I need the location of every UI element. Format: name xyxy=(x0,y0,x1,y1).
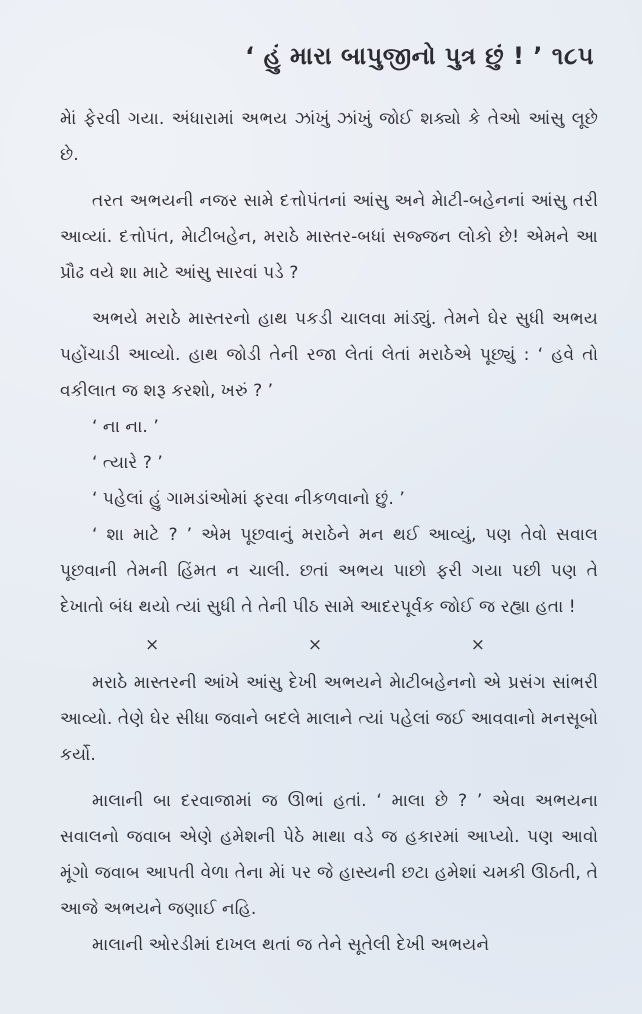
dialogue-line-1: ‘ ના ના. ’ xyxy=(92,416,159,437)
paragraph-4: ‘ શા માટે ? ’ એમ પૂછવાનું મરાઠેને મન થઈ આવ્યું, પણ તેવો સવાલ પૂછવાની તેમની હિંમત ન ચાલી. છતાં અભય પાછો ફરી ગયા પછી પણ તે દેખાતો બંધ થયો ત્યાં સુધી તે તેની પીઠ સામે આદરપૂર્વક જોઈ જ રહ્યા હતા ! xyxy=(60,524,598,617)
dialogue-line-2: ‘ ત્યારે ? ’ xyxy=(92,452,163,473)
paragraph-1: મેાં ફેરવી ગયા. અંધારામાં અભય ઝાંખું ઝાંખું જોઈ શક્યો કે તેઓ આંસુ લૂછે છે. xyxy=(60,108,598,165)
paragraph-2: તરત અભયની નજર સામે દત્તોપંતનાં આંસુ અને મેાટી-બહેનનાં આંસુ તરી આવ્યાં. દત્તોપંત, મેાટીબહેન, મરાઠે માસ્તર-બધાં સજ્જન લોકો છે! એમને આ પ્રૌઢ વયે શા માટે આંસુ સારવાં પડે ? xyxy=(60,190,598,283)
section-break-mark: × xyxy=(307,634,323,655)
section-break-mark: × xyxy=(470,634,485,655)
section-break-mark: × xyxy=(145,634,160,655)
body-text xyxy=(60,101,598,963)
section-break xyxy=(145,627,485,663)
paragraph-5: મરાઠે માસ્તરની આંખે આંસુ દેખી અભયને મેાટીબહેનનો એ પ્રસંગ સાંભરી આવ્યો. તેણે ઘેર સીધા જવાને બદલે માલાને ત્યાં પહેલાં જઈ આવવાનો મનસૂબો કર્યો. xyxy=(60,672,598,765)
dialogue-line-3: ‘ પહેલાં હું ગામડાંઓમાં ફરવા નીકળવાનો છું. ’ xyxy=(92,488,405,509)
running-head: ‘ હું મારા બાપુજીનો પુત્ર છું ! ’ ૧૮૫ xyxy=(245,42,594,70)
paragraph-7: માલાની ઓરડીમાં દાખલ થતાં જ તેને સૂતેલી દેખી અભયને xyxy=(92,934,490,955)
paragraph-6: માલાની બા દરવાજામાં જ ઊભાં હતાં. ‘ માલા છે ? ’ એવા અભયના સવાલનો જવાબ એણે હમેશની પેઠે માથા વડે જ હકારમાં આપ્યો. પણ આવો મૂંગો જવાબ આપતી વેળા તેના મેાં પર જે હાસ્યની છટા હમેશાં ચમકી ઊઠતી, તે આજે અભયને જણાઈ નહિ. xyxy=(60,790,598,919)
paragraph-3: અભયે મરાઠે માસ્તરનો હાથ પકડી ચાલવા માંડ્યું. તેમને ઘેર સુધી અભય પહોંચાડી આવ્યો. હાથ જોડી તેની રજા લેતાં લેતાં મરાઠેએ પૂછ્યું : ‘ હવે તો વકીલાત જ શરૂ કરશો, ખરું ? ’ xyxy=(60,308,598,401)
